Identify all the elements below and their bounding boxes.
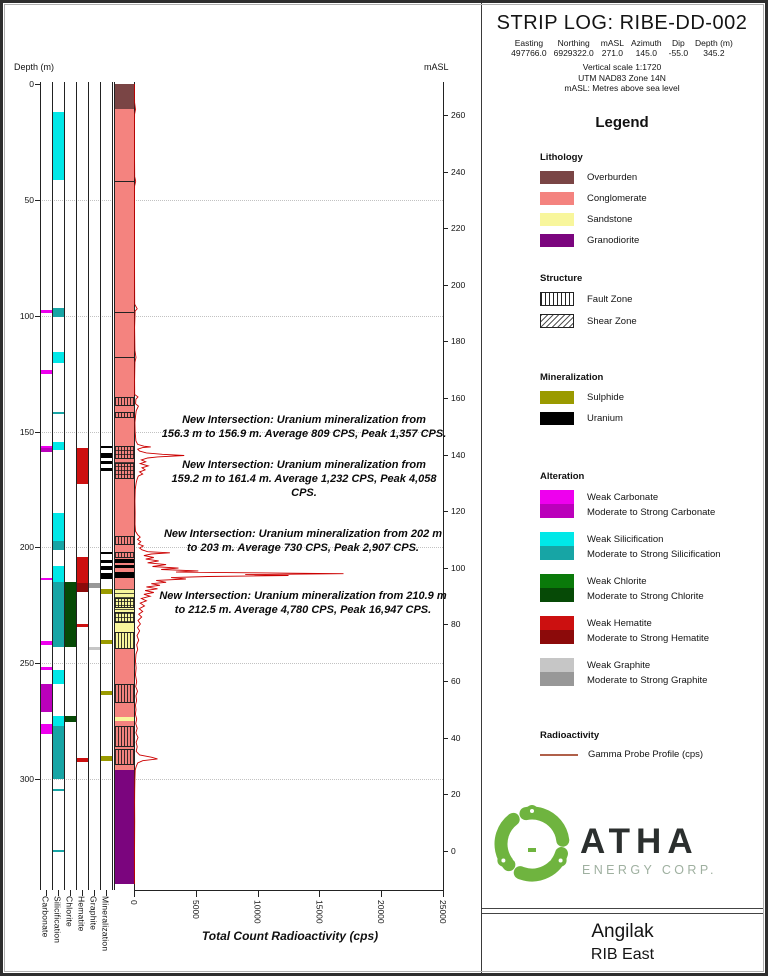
depth-tick-label: 300 (19, 774, 34, 785)
graphite-interval (89, 647, 100, 650)
annotation-line-1: New Intersection: Uranium mineralization from (182, 459, 426, 471)
project-name: Angilak (591, 921, 654, 942)
column-border (88, 82, 89, 890)
mineralization-interval (101, 589, 112, 594)
legend-title: Legend (595, 114, 649, 131)
radioactivity-axis-tick (134, 890, 135, 897)
silicification-interval (53, 850, 64, 853)
silicification-column-label: Silicification (52, 896, 63, 944)
depth-tick-label: 100 (19, 310, 34, 321)
lithology-contact (115, 357, 134, 358)
legend-item-label: Sandstone (587, 214, 633, 225)
collar-field-label: Azimuth (630, 38, 662, 48)
weak-label: Weak Graphite (587, 660, 651, 671)
logo-node-dot (530, 809, 534, 813)
collar-field-value: 497766.0 (511, 48, 547, 58)
chlorite-interval (65, 582, 76, 647)
fault-zone-band (115, 397, 134, 406)
silicification-interval (53, 726, 64, 779)
mineralization-interval (101, 566, 112, 570)
masl-tick-label: 100 (451, 562, 466, 573)
alteration-two-tone-swatch (540, 658, 574, 686)
page-title: STRIP LOG: RIBE-DD-002 (496, 12, 748, 34)
legend-section-radioactivity (540, 730, 760, 760)
depth-tick-label: 50 (24, 194, 34, 205)
collar-info-fields (482, 38, 762, 58)
lithology-black-band (115, 572, 134, 578)
lithology-interval-overburden (115, 84, 134, 109)
atha-energy-logo (488, 796, 756, 897)
weak-swatch (540, 532, 574, 546)
silicification-interval (53, 442, 64, 450)
mineralization-column-label: Mineralization (100, 896, 111, 952)
lithology-contact (115, 181, 134, 182)
color-swatch (540, 391, 574, 404)
fault-zone-band (115, 684, 134, 703)
alteration-two-tone-swatch (540, 574, 574, 602)
legend-section-structure (540, 273, 760, 328)
fault-zone-band (115, 726, 134, 747)
intersection-annotation (152, 589, 454, 617)
weak-label: Weak Carbonate (587, 492, 659, 503)
legend-item-label: Overburden (587, 172, 638, 183)
legend-sections (540, 152, 760, 768)
note-vertical-scale: Vertical scale 1:1720 (582, 62, 662, 72)
alteration-two-tone-swatch (540, 532, 574, 560)
collar-field-label: Depth (m) (695, 38, 733, 48)
fault-zone-band (115, 412, 134, 418)
strong-label: Moderate to Strong Carbonate (587, 507, 716, 518)
legend-section-heading: Lithology (540, 152, 583, 163)
depth-axis-label: Depth (m) (14, 62, 55, 72)
weak-label: Weak Silicification (587, 534, 664, 545)
radioactivity-tick-label: 10000 (252, 900, 263, 924)
strong-swatch (540, 630, 574, 644)
legend-gamma-line-item (540, 749, 760, 760)
lithology-contact (115, 312, 134, 313)
area-name: RIB East (590, 946, 655, 963)
collar-field-label: Dip (671, 38, 685, 48)
depth-tick-label: 0 (29, 79, 34, 89)
lithology-black-band (115, 565, 134, 568)
legend-item-label: Sulphide (587, 392, 624, 403)
graphite-column-label: Graphite (88, 896, 99, 931)
masl-tick-label: 160 (451, 393, 466, 404)
fault-zone-band (115, 552, 134, 558)
hematite-interval (77, 758, 88, 761)
mineralization-interval (101, 453, 112, 458)
legend-alteration-pair (540, 532, 760, 562)
radioactivity-tick-label: 5000 (190, 900, 201, 919)
fault-zone-band (115, 612, 134, 622)
mineralization-interval (101, 560, 112, 563)
info-panel (482, 0, 768, 976)
depth-tick-label: 250 (19, 658, 34, 669)
strong-label: Moderate to Strong Chlorite (587, 591, 704, 602)
collar-field (631, 38, 662, 58)
alteration-two-tone-swatch (540, 616, 574, 644)
collar-field (601, 38, 624, 58)
alteration-two-tone-swatch (540, 490, 574, 518)
legend-alteration-pair (540, 616, 760, 646)
alteration-pair-labels (587, 532, 721, 562)
gamma-line-swatch (540, 754, 578, 756)
silicification-interval (53, 670, 64, 684)
intersection-annotation (160, 458, 448, 500)
alteration-pair-labels (587, 658, 707, 688)
collar-field-label: Easting (514, 38, 544, 48)
mineralization-interval (101, 461, 112, 464)
silicification-interval (53, 789, 64, 792)
collar-field-value: 345.2 (703, 48, 725, 58)
weak-label: Weak Chlorite (587, 576, 647, 587)
legend-item (540, 234, 760, 247)
legend-section-lithology (540, 152, 760, 247)
strong-label: Moderate to Strong Silicification (587, 549, 721, 560)
note-masl: mASL: Metres above sea level (564, 83, 680, 93)
carbonate-interval (41, 578, 52, 581)
legend-alteration-pair (540, 658, 760, 688)
masl-axis-label: mASL (424, 62, 449, 72)
weak-swatch (540, 616, 574, 630)
intersection-annotation (152, 527, 454, 555)
mineralization-interval (101, 640, 112, 644)
radioactivity-tick-label: 25000 (438, 900, 448, 924)
legend-section-heading: Structure (540, 273, 583, 284)
column-border (76, 82, 77, 890)
radioactivity-axis-tick (443, 890, 444, 897)
column-border (112, 82, 113, 890)
annotation-line-2: to 203 m. Average 730 CPS, Peak 2,907 CPS. (187, 542, 419, 554)
strong-swatch (540, 588, 574, 602)
legend-item (540, 192, 760, 205)
radioactivity-axis-line (134, 890, 443, 891)
fault-zone-band (115, 598, 134, 607)
weak-swatch (540, 490, 574, 504)
logo-node-dot (501, 859, 505, 863)
annotation-line-2: 159.2 m to 161.4 m. Average 1,232 CPS, Peak 4,058 CPS. (171, 473, 437, 499)
collar-field (695, 38, 733, 58)
legend-alteration-pair (540, 490, 760, 520)
column-border (40, 82, 41, 890)
fault-zone-band (115, 446, 134, 460)
scale-notes (482, 62, 762, 94)
logo-node-dot (559, 859, 563, 863)
chlorite-interval (65, 716, 76, 723)
hematite-interval (77, 448, 88, 484)
legend-item-label: Conglomerate (587, 193, 647, 204)
legend-item (540, 171, 760, 184)
weak-label: Weak Hematite (587, 618, 652, 629)
radioactivity-tick-label: 15000 (314, 900, 325, 924)
collar-field (511, 38, 546, 58)
masl-tick-label: 20 (451, 789, 461, 800)
legend-section-heading: Radioactivity (540, 730, 600, 741)
radioactivity-axis-tick (196, 890, 197, 897)
weak-swatch (540, 574, 574, 588)
legend-item (540, 412, 760, 425)
collar-field-value: 6929322.0 (553, 48, 594, 58)
note-utm-zone: UTM NAD83 Zone 14N (578, 72, 666, 83)
masl-tick-label: 120 (451, 506, 466, 517)
carbonate-interval (41, 724, 52, 734)
carbonate-interval (41, 641, 52, 644)
masl-tick-label: 240 (451, 166, 466, 177)
shear-zone-pattern-swatch (540, 314, 574, 328)
legend-alteration-pair (540, 574, 760, 604)
annotation-line-1: New Intersection: Uranium mineralization from 210.9 m (159, 590, 447, 602)
color-swatch (540, 234, 574, 247)
collar-field (554, 38, 594, 58)
strong-swatch (540, 504, 574, 518)
silicification-interval (53, 112, 64, 180)
radioactivity-tick-label: 0 (129, 900, 139, 905)
radioactivity-axis-tick (381, 890, 382, 897)
column-border (100, 82, 101, 890)
mineralization-interval (101, 552, 112, 554)
lithology-black-band (115, 559, 134, 562)
legend-item-label: Uranium (587, 413, 623, 424)
carbonate-interval (41, 448, 52, 452)
silicification-interval (53, 716, 64, 726)
collar-field-value: 145.0 (635, 48, 657, 58)
masl-tick-label: 140 (451, 449, 466, 460)
collar-field-value: 271.0 (601, 48, 624, 58)
silicification-interval (53, 582, 64, 647)
legend-item (540, 314, 760, 328)
strong-swatch (540, 672, 574, 686)
masl-tick-label: 220 (451, 223, 466, 234)
silicification-interval (53, 513, 64, 541)
legend-section-heading: Alteration (540, 471, 585, 482)
mineralization-interval (101, 756, 112, 761)
hematite-column-label: Hematite (76, 896, 87, 932)
collar-field-value: -55.0 (668, 48, 689, 58)
depth-tick-label: 200 (19, 542, 34, 553)
hematite-interval (77, 624, 88, 627)
weak-swatch (540, 658, 574, 672)
mineralization-interval (101, 446, 112, 448)
color-swatch (540, 171, 574, 184)
masl-tick-label: 180 (451, 336, 466, 347)
mineralization-interval (101, 691, 112, 695)
carbonate-column-label: Carbonate (40, 896, 51, 938)
title-block (482, 908, 763, 971)
mineralization-interval (101, 573, 112, 579)
legend-section-mineralization (540, 372, 760, 425)
masl-tick-label: 80 (451, 619, 461, 630)
carbonate-interval (41, 370, 52, 373)
carbonate-interval (41, 667, 52, 670)
legend-item-label: Shear Zone (587, 315, 637, 327)
annotation-line-1: New Intersection: Uranium mineralization from (182, 414, 426, 426)
radioactivity-axis-tick (319, 890, 320, 897)
carbonate-interval (41, 310, 52, 313)
silicification-interval (53, 352, 64, 363)
legend-item-label: Gamma Probe Profile (cps) (588, 749, 704, 760)
color-swatch (540, 412, 574, 425)
strong-swatch (540, 546, 574, 560)
silicification-interval (53, 541, 64, 550)
color-swatch (540, 192, 574, 205)
fault-zone-band (115, 463, 134, 479)
logo-triangle-a (516, 827, 548, 858)
graphite-interval (89, 583, 100, 588)
fault-zone-band (115, 632, 134, 649)
logo-wordmark: ATHA (580, 822, 699, 861)
masl-tick-label: 260 (451, 110, 466, 121)
silicification-interval (53, 412, 64, 414)
fault-zone-band (115, 749, 134, 765)
intersection-annotation (160, 413, 448, 441)
x-axis-title: Total Count Radioactivity (cps) (201, 929, 379, 943)
strong-label: Moderate to Strong Hematite (587, 633, 709, 644)
legend-section-alteration (540, 471, 760, 688)
fault-zone-pattern-swatch (540, 292, 574, 306)
logo-subtitle: ENERGY CORP. (582, 863, 717, 877)
panel-divider (481, 0, 482, 976)
depth-tick-label: 150 (19, 426, 34, 437)
masl-tick-label: 200 (451, 279, 466, 290)
legend-item-label: Fault Zone (587, 293, 633, 305)
lithology-interval-conglomerate (115, 649, 134, 716)
title-block-inner-line (482, 913, 763, 914)
legend-item-label: Granodiorite (587, 235, 640, 246)
lithology-interval-granodiorite (115, 770, 134, 884)
color-swatch (540, 213, 574, 226)
column-border (64, 82, 65, 890)
annotation-line-1: New Intersection: Uranium mineralization from 202 m (163, 528, 443, 540)
annotation-line-2: to 212.5 m. Average 4,780 CPS, Peak 16,947 CPS. (174, 604, 432, 616)
fault-zone-band (115, 536, 134, 545)
masl-tick-label: 40 (451, 732, 461, 743)
collar-field-label: mASL (600, 38, 624, 48)
hematite-interval (77, 557, 88, 584)
legend-section-heading: Mineralization (540, 372, 604, 383)
atha-logo-graphic (488, 796, 756, 892)
strong-label: Moderate to Strong Graphite (587, 675, 708, 686)
collar-field (669, 38, 688, 58)
radioactivity-tick-label: 20000 (376, 900, 387, 924)
mineralization-interval (101, 468, 112, 471)
masl-tick-label: 0 (451, 845, 456, 856)
alteration-pair-labels (587, 490, 715, 520)
carbonate-interval (41, 684, 52, 712)
chlorite-column-label: Chlorite (64, 896, 75, 927)
alteration-pair-labels (587, 616, 709, 646)
legend-item (540, 292, 760, 306)
legend-item (540, 391, 760, 404)
alteration-pair-labels (587, 574, 704, 604)
collar-field-label: Northing (557, 38, 590, 48)
annotation-line-2: 156.3 m to 156.9 m. Average 809 CPS, Peak 1,357 CPS. (161, 428, 447, 440)
masl-tick-label: 60 (451, 675, 461, 686)
legend-item (540, 213, 760, 226)
hematite-interval (77, 583, 88, 591)
silicification-interval (53, 308, 64, 317)
radioactivity-axis-tick (258, 890, 259, 897)
silicification-interval (53, 566, 64, 582)
